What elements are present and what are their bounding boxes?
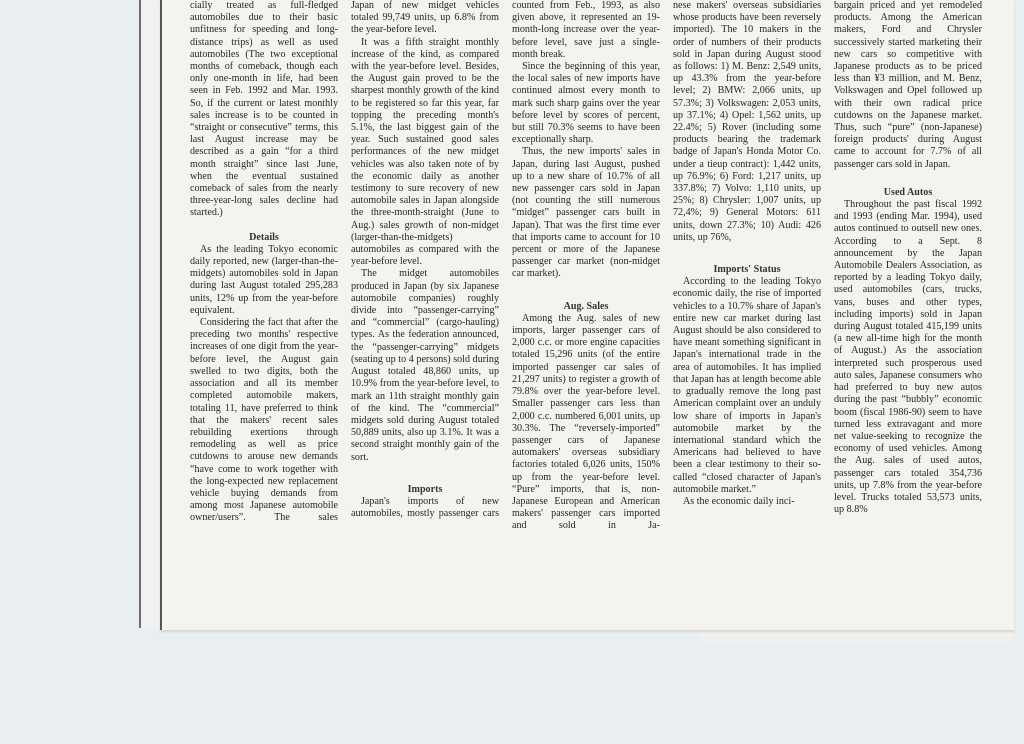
paragraph: As the economic daily inci- xyxy=(683,495,795,507)
paragraph: It was a fifth straight monthly increase of the kind, as compared with the year-before level. Besides, the August gain proved to be the sharpest monthly growth of the kind to be registered so far this year, far topping the preceding month's 5.1%, the last biggest gain of the year. Such sustained good sales performances of the new midget vehicles was also taken note of by the economic daily as another testimony to sure recovery of new automobile sales in Japan alongside the three-month-straight (June to Aug.) sales growth of non-midget (larger-than-the-midgets) automobiles as compared with the year-before level. xyxy=(351,36,499,268)
article-column-2 xyxy=(351,0,499,520)
article-column-5 xyxy=(834,0,982,516)
paragraph: The midget automobiles produced in Japan (by six Japanese automobile companies) roughly divide into “passenger-carrying” and “commercial” (cargo-hauling) types. As the federation announced, the “passenger-carrying” midgets (seating up to 4 persons) sold during August totaled 48,860 units, up 10.9% from the year-before level, to mark an 11th straight monthly gain of the kind. The “commercial” midgets sold during August totaled 50,889 units, also up 3.1%. It was a second straight monthly gain of the sort. xyxy=(351,268,499,463)
paragraph: Among the Aug. sales of new imports, larger passenger cars of 2,000 c.c. or more engine capacities totaled 15,296 units (of the entire imported passenger car sales of 21,297 units) to register a growth of 79.8% over the year-before level. Smaller passenger cars less than 2,000 c.c. numbered 6,001 units, up 30.3%. The “reversely-imported” passenger cars of Japanese automakers' overseas subsidiary factories totaled 6,026 units, 150% up from the year-before level. “Pure” imports, that is, non-Japanese European and American makers' passenger cars imported and sold in Ja- xyxy=(512,312,660,532)
section-heading-details: Details xyxy=(249,231,279,243)
paragraph: bargain priced and yet remodeled products. Among the American makers, Ford and Chrysler successively started marketing their new cars so competitive with Japanese products as to be priced less than ¥3 million, and M. Benz, Volkswagen and Opel followed up with their own radical price cutdowns on the Japanese market. Thus, such “pure” (non-Japanese) foreign products' during August came to account for 7.7% of all passenger cars sold in Japan. xyxy=(834,0,982,170)
paragraph: Throughout the past fiscal 1992 and 1993 (ending Mar. 1994), used autos continued to outsell new ones. According to a Sept. 8 announcement by the Japan Automobile Dealers Association, as reported by a leading Tokyo daily, used automobiles (cars, trucks, vans, buses and other types, including imports) sold in Japan during August totaled 415,199 units (a new all-time high for the month of August.) As the association interpreted such prosperous used auto sales, Japanese consumers who had preferred to buy new autos during the past “bubbly” economic boom (fiscal 1986-90) seem to have turned less extravagant and more net value-seeking to recognize the economy of used vehicles. Among the Aug. sales of used autos, passenger cars totaled 354,736 units, up 7.8% from the year-before level. Trucks totaled 53,573 units, up 8.8% xyxy=(834,199,982,516)
paragraph: nese makers' overseas subsidiaries whose products have been reversely imported). The 10 makers in the order of numbers of their products sold in Japan during August stood as follows: 1) M. Benz: 2,549 units, up 43.3% from the year-before level; 2) BMW: 2,066 units, up 57.3%; 3) Volkswagen: 2,053 units, up 37.1%; 4) Opel: 1,562 units, up 22.4%; 5) Rover (including some products bearing the trademark badge of Japan's Honda Motor Co. under a tieup contract): 1,442 units, up 76.9%; 6) Ford: 1,217 units, up 337.8%; 7) Volvo: 1,110 units, up 25%; 8) Chrysler: 1,007 units, up 72,4%; 9) General Motors: 611 units, down 27.3%; 10) Audi: 426 units, up 76%, xyxy=(673,0,821,243)
paragraph: According to the leading Tokyo economic daily, the rise of imported vehicles to a 10.7% share of Japan's entire new car market during last August should be also considered to have meant something significant in Japan's international trade in the area of automobiles. It has implied that Japan has at length become able to gradually remove the long past American complaint over an unduly low share of imports in Japan's automobile market by the international standard which the Americans had believed to have been a clear testimony to their so-called “closed character of Japan's automobile market.” xyxy=(673,276,821,495)
paragraph: Since the beginning of this year, the local sales of new imports have continued almost every month to mark such sharp gains over the year before level by scores of percent, but still 70.3% seems to have been exceptionally sharp. xyxy=(512,61,660,146)
section-heading-imports-status: Imports' Status xyxy=(713,264,781,276)
paragraph: Japan of new midget vehicles totaled 99,749 units, up 6.8% from the year-before level. xyxy=(351,0,499,36)
paragraph: Thus, the new imports' sales in Japan, during last August, pushed up to a new share of 10.7% of all new passenger cars sold in Japan (not counting the still numerous “midget” passenger cars built in Japan). That was the first time ever that imports came to account for 10 percent or more of the Japanese passenger car market (non-midget car market). xyxy=(512,146,660,280)
article-column-4 xyxy=(673,0,821,508)
paragraph: Considering the fact that after the preceding two months' respective increases of one digit from the year-before level, the August gain swelled to two digits, both the association and all its member completed automobile makers, totaling 11, have preferred to think that the makers' recent sales rebuilding exertions through remodeling as well as price cutdowns to arouse new demands “have come to work together with the long-expected new replacement vehicle buying demands from among most Japanese automobile owner/users”. The sales xyxy=(190,317,338,524)
article-column-1 xyxy=(190,0,338,525)
section-heading-used-autos: Used Autos xyxy=(883,186,933,198)
section-heading-imports: Imports xyxy=(407,483,443,495)
paragraph: As the leading Tokyo economic daily reported, new (larger-than-the-midgets) automobiles sold in Japan during last August totaled 295,283 units, 12% up from the year-before equivalent. xyxy=(190,243,338,316)
paragraph: cially treated as full-fledged automobiles due to their basic unfitness for speeding and long-distance trips) as well as used automobiles (The two exceptional months of comeback, though each only one-month in life, had been seen in Feb. 1992 and Mar. 1993. So, if the current or latest monthly sales increase is to be counted in “straight or consecutive” terms, this last August increase may be described as a gain “for a third month straight” since last June, when the eventual sustained comeback of sales from the nearly three-year-long sales decline had started.) xyxy=(190,0,338,219)
paragraph: counted from Feb., 1993, as also given above, it represented an 19-month-long increase over the year-before level, save just a single-month break. xyxy=(512,0,660,60)
section-heading-aug-sales: Aug. Sales xyxy=(563,300,609,312)
paragraph: Japan's imports of new automobiles, mostly passenger cars xyxy=(351,495,499,520)
article-column-3 xyxy=(512,0,660,533)
